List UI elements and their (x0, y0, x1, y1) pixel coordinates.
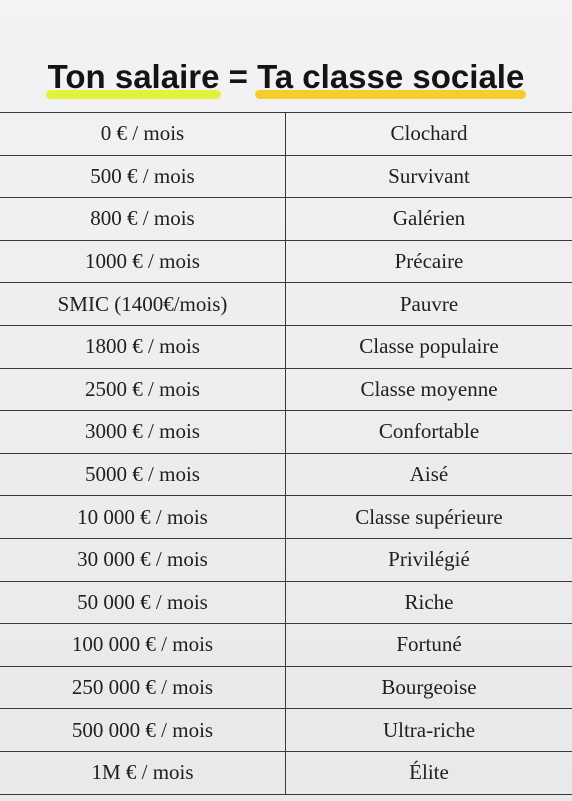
social-class-cell: Confortable (378, 419, 480, 444)
social-class-cell: Pauvre (399, 291, 459, 316)
social-class-cell: Ultra-riche (382, 717, 476, 742)
salary-cell: 0 € / mois (0, 113, 286, 155)
social-class-cell: Classe moyenne (360, 376, 498, 401)
salary-cell: 5000 € / mois (0, 454, 286, 496)
table-row (0, 667, 572, 710)
table-row (0, 198, 572, 241)
salary-cell: 1000 € / mois (0, 241, 286, 283)
title-social-class-highlighted: Ta classe sociale (257, 52, 524, 102)
salary-cell: 50 000 € / mois (0, 582, 286, 624)
table-row (0, 241, 572, 284)
social-class-cell: Clochard (390, 121, 468, 146)
title-salary-highlighted: Ton salaire (48, 52, 220, 102)
salary-cell: SMIC (1400€/mois) (0, 283, 286, 325)
social-class-cell: Privilégié (388, 547, 470, 572)
salary-class-table (0, 112, 572, 801)
social-class-cell: Précaire (394, 249, 464, 274)
salary-cell: 1800 € / mois (0, 326, 286, 368)
social-class-cell: Riche (404, 589, 454, 614)
table-row (0, 283, 572, 326)
table-row (0, 624, 572, 667)
salary-cell: 30 000 € / mois (0, 539, 286, 581)
table-row (0, 454, 572, 497)
social-class-cell: Bourgeoise (381, 675, 477, 700)
social-class-cell: Élite (409, 760, 449, 785)
salary-cell: 800 € / mois (0, 198, 286, 240)
salary-cell: 2500 € / mois (0, 369, 286, 411)
table-row (0, 369, 572, 412)
table-row (0, 156, 572, 199)
social-class-cell: Classe populaire (359, 334, 499, 359)
salary-cell: 3000 € / mois (0, 411, 286, 453)
salary-cell: 100 000 € / mois (0, 624, 286, 666)
social-class-cell: Aisé (409, 462, 449, 487)
social-class-cell: Galérien (392, 206, 466, 231)
salary-cell: 250 000 € / mois (0, 667, 286, 709)
table-row (0, 539, 572, 582)
table-row (0, 582, 572, 625)
table-row (0, 709, 572, 752)
salary-cell: 10 000 € / mois (0, 496, 286, 538)
social-class-cell: Fortuné (396, 632, 462, 657)
table-row (0, 411, 572, 454)
table-row (0, 752, 572, 795)
table-row (0, 326, 572, 369)
salary-cell: 500 € / mois (0, 156, 286, 198)
social-class-cell: Survivant (388, 163, 470, 188)
table-row (0, 496, 572, 539)
social-class-cell: Classe supérieure (355, 504, 503, 529)
page-title (0, 52, 572, 102)
salary-cell: 500 000 € / mois (0, 709, 286, 751)
table-row (0, 113, 572, 156)
title-equals-sign: = (228, 58, 248, 95)
salary-cell: 1M € / mois (0, 752, 286, 794)
